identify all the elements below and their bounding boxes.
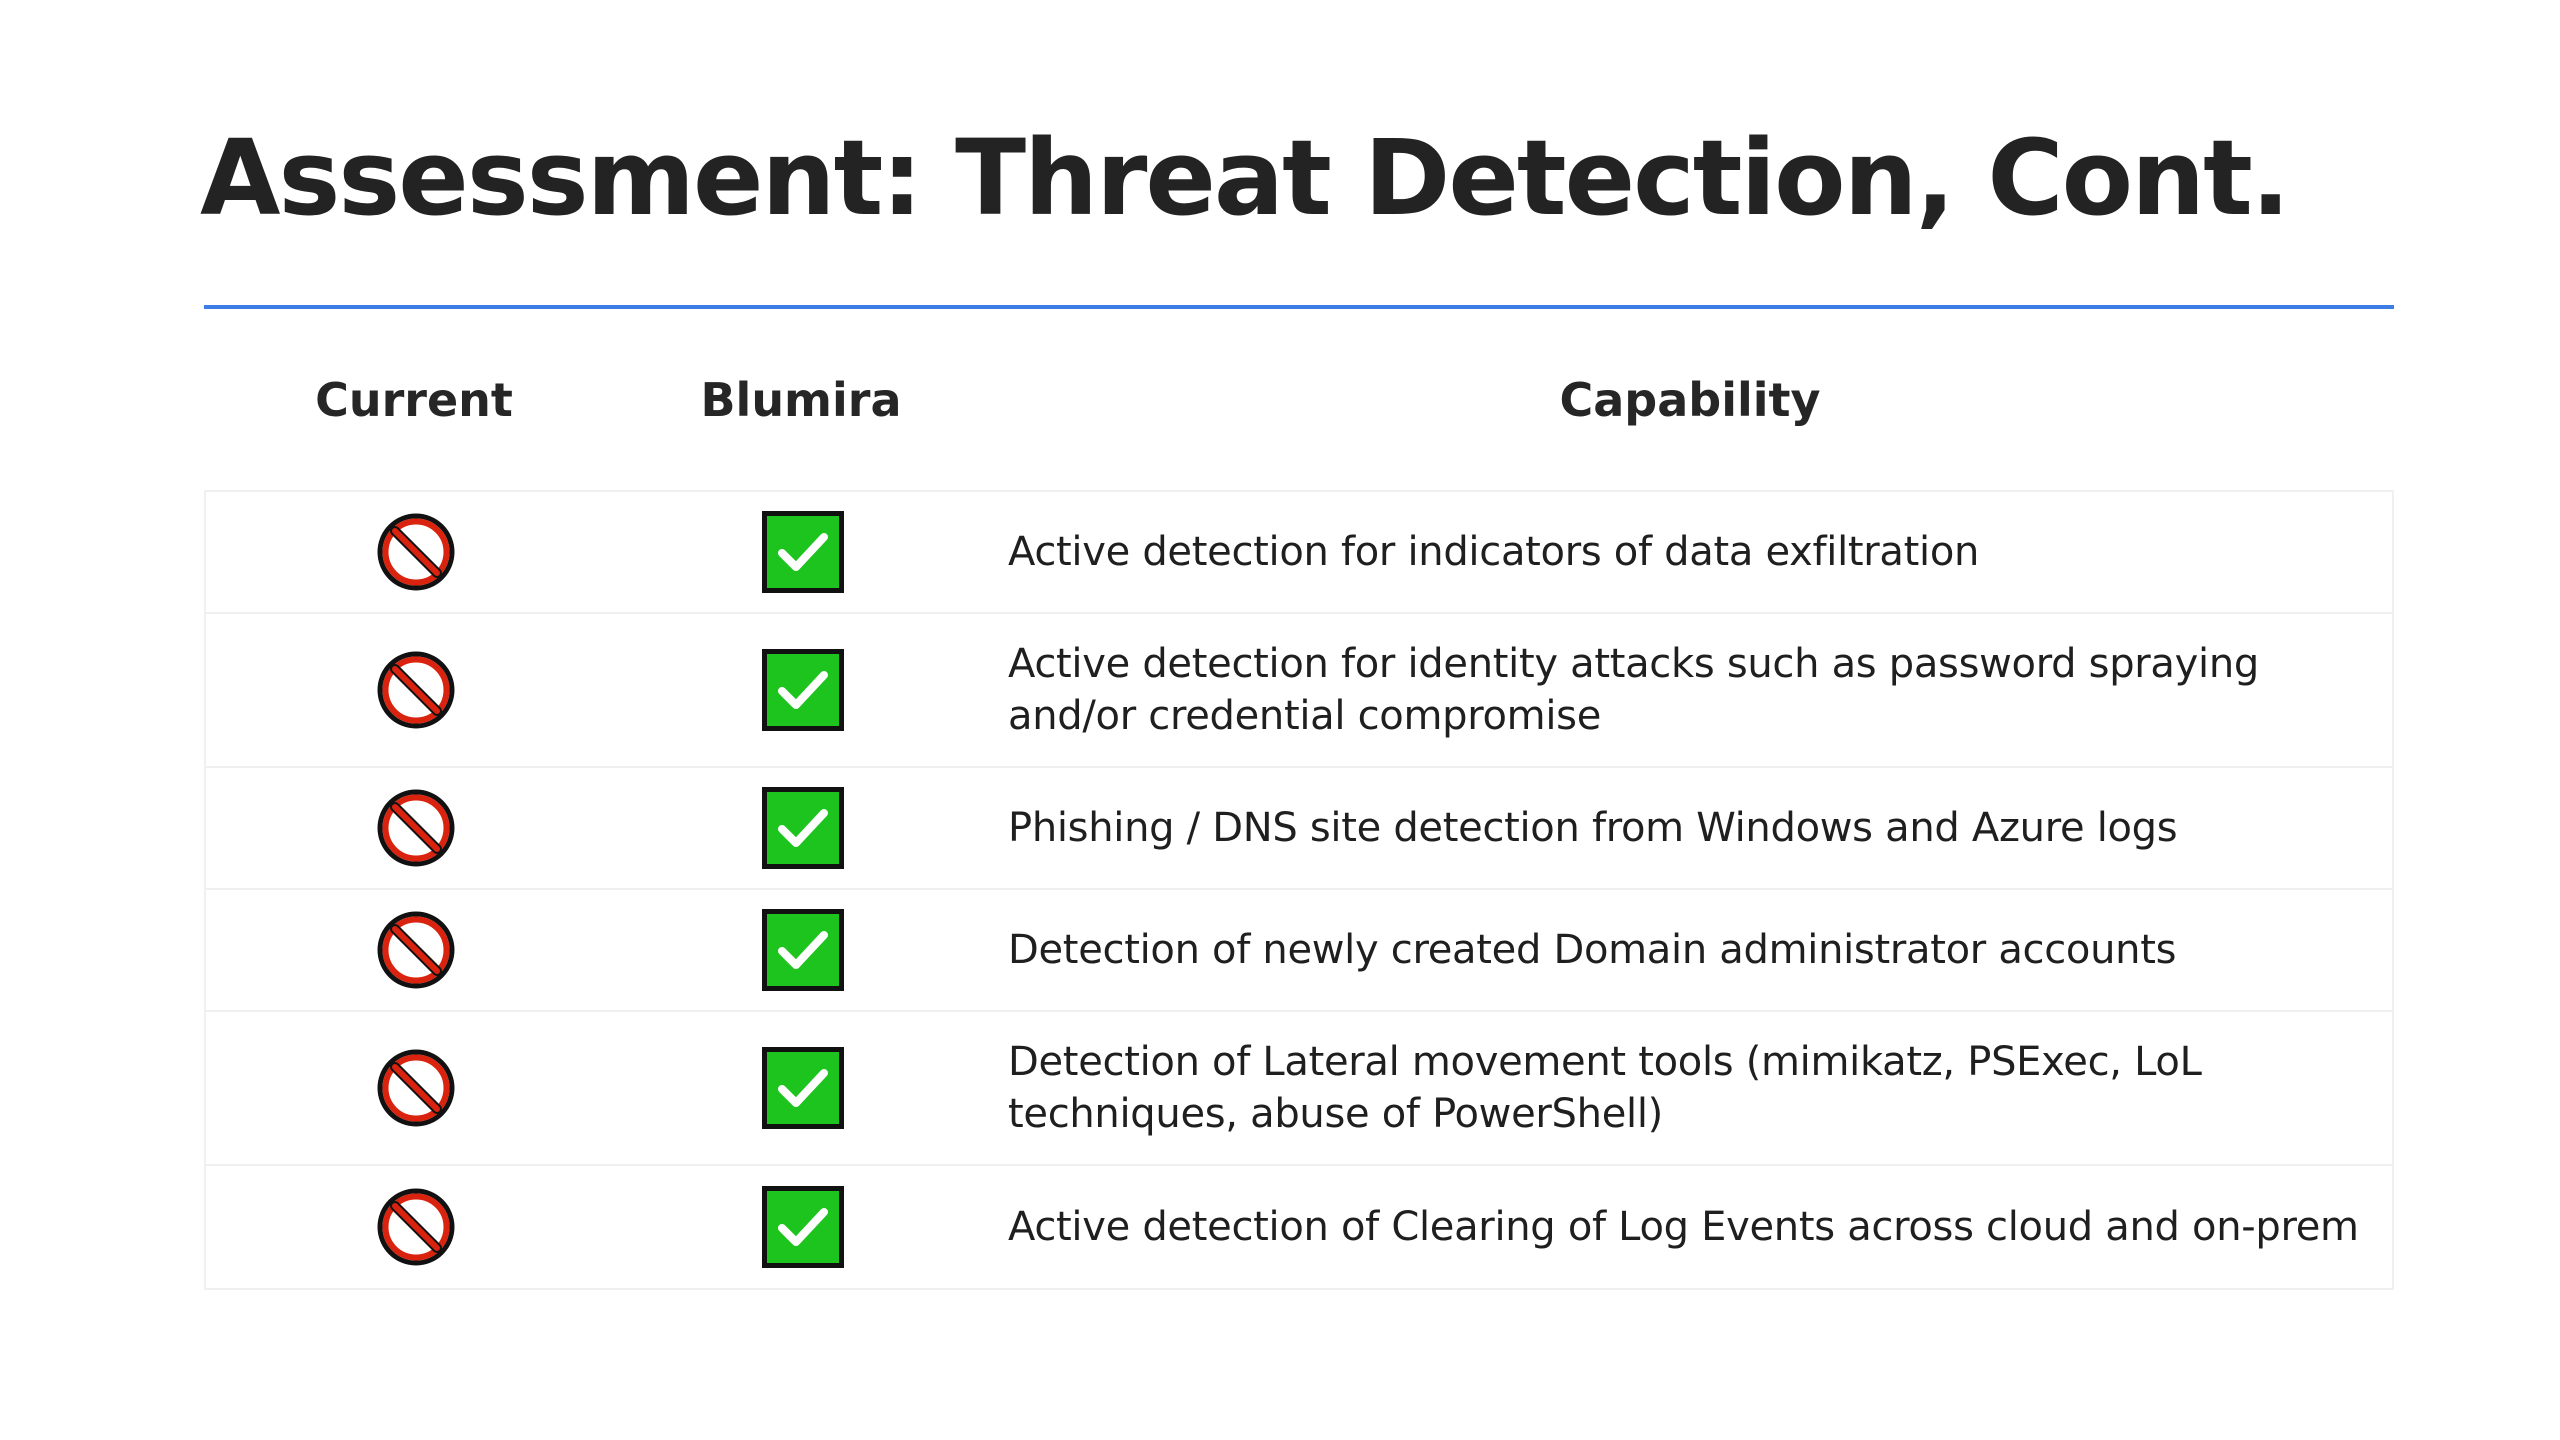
green-checkmark-icon bbox=[762, 787, 844, 869]
capability-text: Phishing / DNS site detection from Windows and Azure logs bbox=[1008, 805, 2178, 851]
table-row bbox=[206, 614, 2392, 768]
green-checkmark-icon bbox=[762, 1186, 844, 1268]
current-status-cell bbox=[374, 768, 458, 888]
prohibited-icon bbox=[375, 649, 457, 731]
capability-cell bbox=[1008, 614, 2372, 766]
capability-cell bbox=[1008, 768, 2372, 888]
table-row bbox=[206, 890, 2392, 1012]
table-row bbox=[206, 1012, 2392, 1166]
blumira-status-cell bbox=[761, 614, 845, 766]
current-status-cell bbox=[374, 492, 458, 612]
prohibited-icon bbox=[375, 1186, 457, 1268]
current-status-cell bbox=[374, 1166, 458, 1288]
capability-text: Active detection of Clearing of Log Events across cloud and on-prem bbox=[1008, 1204, 2359, 1250]
blumira-status-cell bbox=[761, 1166, 845, 1288]
capability-text-line: techniques, abuse of PowerShell) bbox=[1008, 1091, 1663, 1137]
blumira-status-cell bbox=[761, 492, 845, 612]
capability-cell bbox=[1008, 890, 2372, 1010]
title-divider bbox=[204, 305, 2394, 309]
table-row bbox=[206, 768, 2392, 890]
green-checkmark-icon bbox=[762, 909, 844, 991]
table-row bbox=[206, 1166, 2392, 1288]
table-row bbox=[206, 492, 2392, 614]
prohibited-icon bbox=[375, 909, 457, 991]
green-checkmark-icon bbox=[762, 1047, 844, 1129]
capability-text bbox=[1008, 1036, 2202, 1140]
capability-cell bbox=[1008, 1012, 2372, 1164]
current-status-cell bbox=[374, 1012, 458, 1164]
prohibited-icon bbox=[375, 787, 457, 869]
green-checkmark-icon bbox=[762, 649, 844, 731]
blumira-status-cell bbox=[761, 768, 845, 888]
column-header-blumira: Blumira bbox=[700, 373, 902, 427]
blumira-status-cell bbox=[761, 890, 845, 1010]
slide-title: Assessment: Threat Detection, Cont. bbox=[200, 117, 2289, 239]
capability-comparison-table bbox=[204, 490, 2394, 1290]
capability-text-line: and/or credential compromise bbox=[1008, 693, 1602, 739]
capability-text-line: Detection of Lateral movement tools (mimikatz, PSExec, LoL bbox=[1008, 1039, 2202, 1085]
green-checkmark-icon bbox=[762, 511, 844, 593]
blumira-status-cell bbox=[761, 1012, 845, 1164]
prohibited-icon bbox=[375, 511, 457, 593]
capability-cell bbox=[1008, 492, 2372, 612]
current-status-cell bbox=[374, 614, 458, 766]
column-header-capability: Capability bbox=[1559, 373, 1821, 427]
column-header-current: Current bbox=[315, 373, 513, 427]
capability-text bbox=[1008, 638, 2259, 742]
current-status-cell bbox=[374, 890, 458, 1010]
prohibited-icon bbox=[375, 1047, 457, 1129]
capability-text-line: Active detection for identity attacks such as password spraying bbox=[1008, 641, 2259, 687]
capability-cell bbox=[1008, 1166, 2372, 1288]
capability-text: Detection of newly created Domain administrator accounts bbox=[1008, 927, 2177, 973]
capability-text: Active detection for indicators of data exfiltration bbox=[1008, 529, 1980, 575]
